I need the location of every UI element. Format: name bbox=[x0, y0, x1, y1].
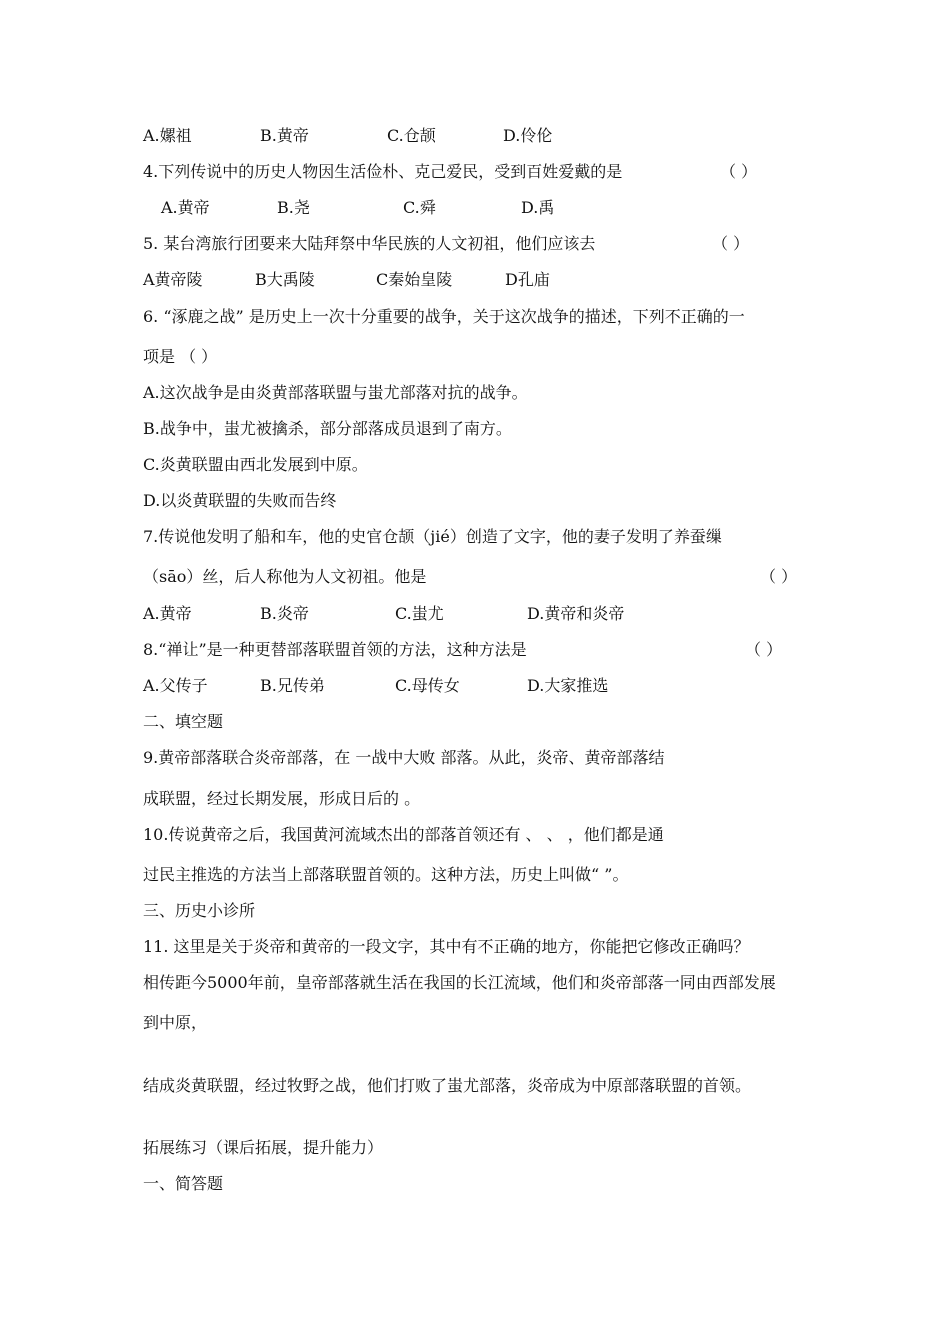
q11-passage-line3: 结成炎黄联盟，经过牧野之战，他们打败了蚩尤部落，炎帝成为中原部落联盟的首领。 bbox=[143, 1076, 752, 1095]
q8-answer-paren: （ ） bbox=[745, 640, 783, 659]
q5-option-c: C秦始皇陵 bbox=[376, 270, 453, 289]
section-heading-history-clinic: 三、历史小诊所 bbox=[143, 901, 256, 920]
q6-option-d: D.以炎黄联盟的失败而告终 bbox=[143, 491, 337, 510]
q7-option-b: B.炎帝 bbox=[260, 604, 309, 623]
q11-stem: 11. 这里是关于炎帝和黄帝的一段文字，其中有不正确的地方，你能把它修改正确吗？ bbox=[143, 937, 750, 956]
section-heading-short-answer: 一、简答题 bbox=[143, 1174, 224, 1193]
q10-line2: 过民主推选的方法当上部落联盟首领的。这种方法，历史上叫做“ ”。 bbox=[143, 865, 629, 884]
q6-stem-line2: 项是 （ ） bbox=[143, 347, 218, 366]
q8-option-c: C.母传女 bbox=[395, 676, 460, 695]
q6-stem-line1: 6. “涿鹿之战” 是历史上一次十分重要的战争，关于这次战争的描述，下列不正确的一 bbox=[143, 307, 745, 326]
q5-stem: 5. 某台湾旅行团要来大陆拜祭中华民族的人文初祖，他们应该去 bbox=[143, 234, 596, 253]
q7-option-a: A.黄帝 bbox=[143, 604, 192, 623]
q4-option-b: B.尧 bbox=[277, 198, 310, 217]
q7-option-d: D.黄帝和炎帝 bbox=[527, 604, 625, 623]
q7-stem-line2: （sāo）丝，后人称他为人文初祖。他是 bbox=[143, 567, 427, 586]
q3-option-c: C.仓颉 bbox=[387, 126, 436, 145]
q11-passage-line2: 到中原， bbox=[143, 1013, 208, 1032]
q5-option-d: D孔庙 bbox=[505, 270, 550, 289]
q8-stem: 8.“禅让”是一种更替部落联盟首领的方法，这种方法是 bbox=[143, 640, 527, 659]
q8-option-b: B.兄传弟 bbox=[260, 676, 325, 695]
q4-answer-paren: （ ） bbox=[720, 162, 758, 181]
q10-line1: 10.传说黄帝之后，我国黄河流域杰出的部落首领还有 、 、 ，他们都是通 bbox=[143, 825, 664, 844]
q3-option-b: B.黄帝 bbox=[260, 126, 309, 145]
q6-option-a: A.这次战争是由炎黄部落联盟与蚩尤部落对抗的战争。 bbox=[143, 383, 528, 402]
extension-title: 拓展练习（课后拓展，提升能力） bbox=[143, 1138, 384, 1157]
q5-answer-paren: （ ） bbox=[712, 234, 750, 253]
q7-stem-line1: 7.传说他发明了船和车，他的史官仓颉（jié）创造了文字，他的妻子发明了养蚕缫 bbox=[143, 527, 722, 546]
q8-option-d: D.大家推选 bbox=[527, 676, 609, 695]
q4-option-c: C.舜 bbox=[403, 198, 436, 217]
q7-answer-paren: （ ） bbox=[760, 567, 798, 586]
section-heading-fill-blank: 二、填空题 bbox=[143, 712, 224, 731]
q3-option-a: A.嫘祖 bbox=[143, 126, 192, 145]
q4-option-d: D.禹 bbox=[521, 198, 555, 217]
q7-option-c: C.蚩尤 bbox=[395, 604, 444, 623]
q6-option-b: B.战争中，蚩尤被擒杀，部分部落成员退到了南方。 bbox=[143, 419, 512, 438]
q9-line2: 成联盟，经过长期发展，形成日后的 。 bbox=[143, 789, 421, 808]
q4-option-a: A.黄帝 bbox=[161, 198, 210, 217]
q5-option-a: A黄帝陵 bbox=[143, 270, 203, 289]
q3-option-d: D.伶伦 bbox=[503, 126, 553, 145]
q4-stem: 4.下列传说中的历史人物因生活俭朴、克己爱民，受到百姓爱戴的是 bbox=[143, 162, 623, 181]
q5-option-b: B大禹陵 bbox=[255, 270, 315, 289]
q6-option-c: C.炎黄联盟由西北发展到中原。 bbox=[143, 455, 368, 474]
q9-line1: 9.黄帝部落联合炎帝部落，在 一战中大败 部落。从此，炎帝、黄帝部落结 bbox=[143, 748, 665, 767]
q11-passage-line1: 相传距今5000年前，皇帝部落就生活在我国的长江流域，他们和炎帝部落一同由西部发展 bbox=[143, 973, 776, 992]
q8-option-a: A.父传子 bbox=[143, 676, 208, 695]
